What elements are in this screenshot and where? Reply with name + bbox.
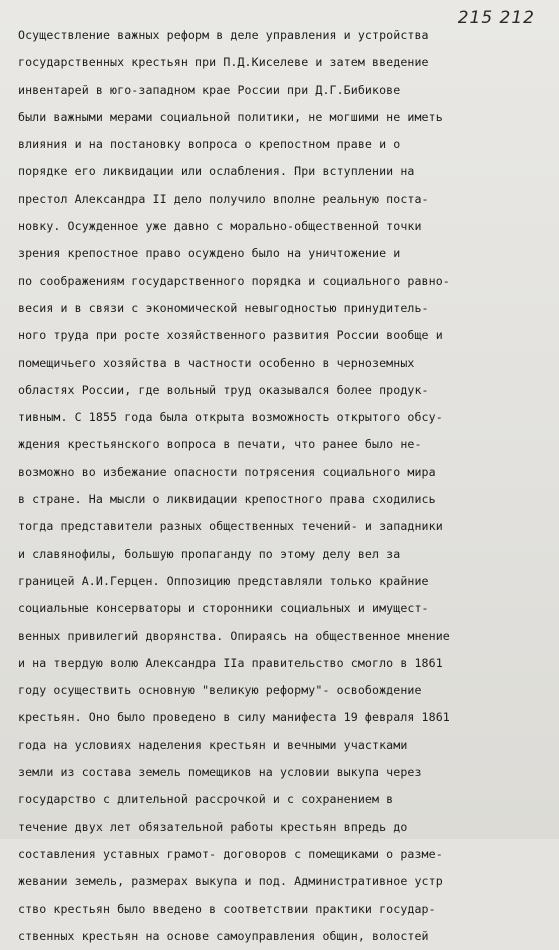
text-line: тивным. С 1855 года была открыта возможность открытого обсу- [18,410,443,425]
text-line: ственных крестьян на основе самоуправления общин, волостей [18,928,429,943]
text-line: Осуществление важных реформ в деле управления и устройства [18,28,429,42]
text-line: по соображениям государственного порядка и социального равно- [18,273,450,288]
text-line: земли из состава земель помещиков на условии выкупа через [18,765,422,780]
text-line: ство крестьян было введено в соответствии практики государ- [18,901,436,916]
text-line: тогда представители разных общественных течений- и западники [18,519,443,534]
text-line: были важными мерами социальной политики, не могшими не иметь [18,109,443,124]
text-line: году осуществить основную "великую реформу"- освобождение [18,683,422,698]
text-line: престол Александра II дело получило вполне реальную поста- [18,191,429,206]
text-line: венных привилегий дворянства. Опираясь на общественное мнение [18,628,450,643]
text-line: границей А.И.Герцен. Оппозицию представляли только крайние [18,573,429,588]
text-line: в стране. На мысли о ликвидации крепостного права сходились [18,492,436,507]
text-line: зрения крепостное право осуждено было на уничтожение и [18,246,401,261]
text-line: помещичьего хозяйства в частности особенно в черноземных [18,355,415,370]
text-line: и на твердую волю Александра IIа правительство смогло в 1861 [18,655,443,670]
text-line: инвентарей в юго-западном крае России при Д.Г.Бибикове [18,82,401,97]
text-line: влияния и на постановку вопроса о крепостном праве и о [18,137,401,152]
text-line: ждения крестьянского вопроса в печати, что ранее было не- [18,437,422,452]
text-line: возможно во избежание опасности потрясения социального мира [18,464,436,479]
text-line: весия и в связи с экономической невыгодностью принудитель- [18,300,429,315]
text-line: года на условиях наделения крестьян и вечными участками [18,737,408,752]
text-line: государство с длительной рассрочкой и с сохранением в [18,792,394,807]
text-line: ного труда при росте хозяйственного развития России вообще и [18,328,443,343]
text-line: государственных крестьян при П.Д.Киселеве и затем введение [18,55,429,70]
body-text [18,22,546,950]
text-line: новку. Осужденное уже давно с морально-общественной точки [18,219,422,234]
text-line: течение двух лет обязательной работы крестьян впредь до [18,819,408,834]
text-line: крестьян. Оно было проведено в силу манифеста 19 февраля 1861 [18,710,450,725]
text-line: порядке его ликвидации или ослабления. При вступлении на [18,164,415,179]
text-line: составления уставных грамот- договоров с помещиками о разме- [18,846,443,861]
text-line: и славянофилы, большую пропаганду по этому делу вел за [18,546,401,561]
text-line: жевании земель, размерах выкупа и под. Административное устр [18,874,443,889]
text-line: социальные консерваторы и сторонники социальных и имущест- [18,601,429,616]
text-line: областях России, где вольный труд оказывался более продук- [18,382,429,397]
page-number: 215 212 [457,8,535,28]
